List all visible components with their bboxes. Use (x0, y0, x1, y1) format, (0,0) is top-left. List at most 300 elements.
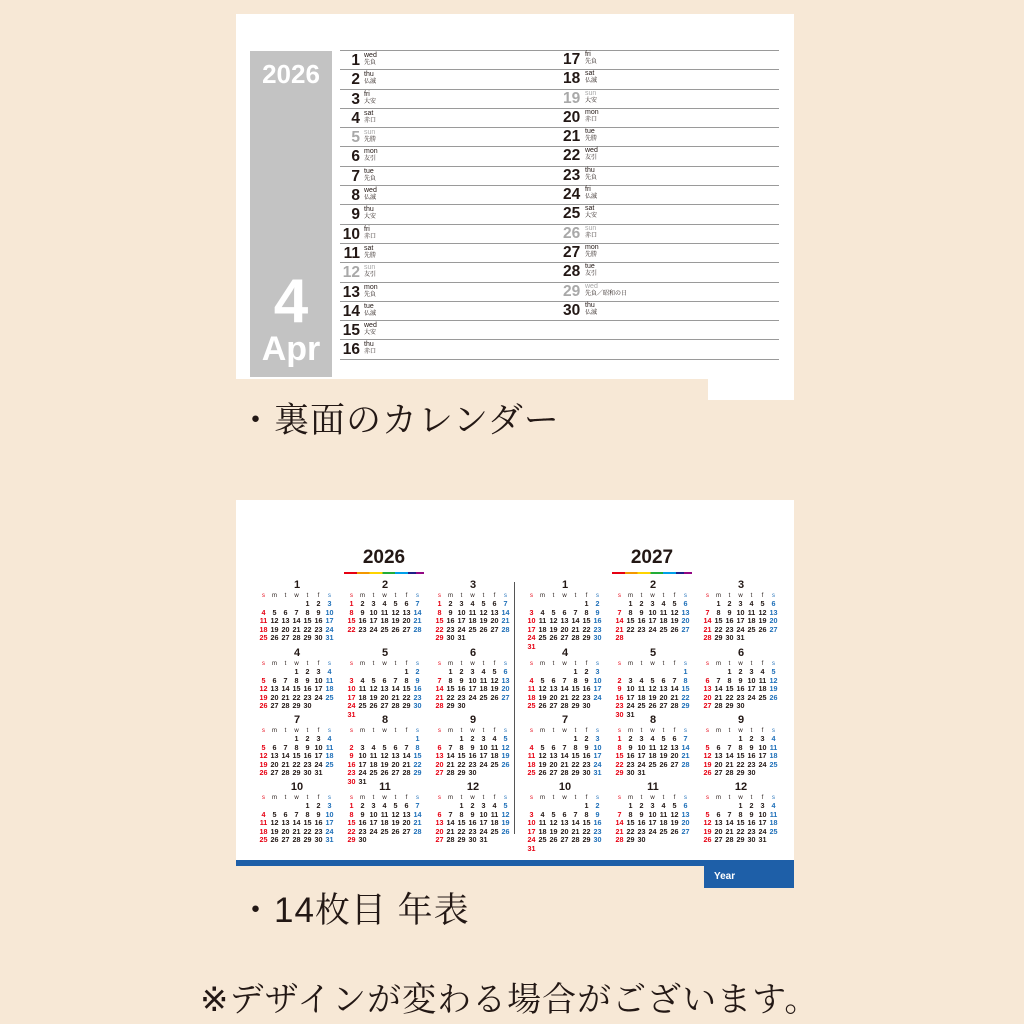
mini-day: 11 (538, 616, 547, 625)
mini-day: 2 (316, 801, 321, 810)
mini-day: 5 (382, 742, 387, 752)
weekday-header: m (716, 795, 721, 801)
mini-day: 24 (369, 826, 378, 836)
back-calendar-card (236, 14, 794, 400)
mini-day: 15 (303, 818, 312, 827)
mini-day: 11 (747, 607, 756, 617)
mini-day: 27 (560, 633, 569, 642)
mini-day: 20 (490, 616, 499, 625)
mini-day: 22 (582, 826, 591, 836)
weekday-header: s (596, 593, 599, 599)
mini-day: 18 (490, 751, 499, 760)
mini-day: 23 (358, 624, 367, 634)
mini-day: 22 (292, 759, 301, 769)
weekday-header: s (530, 728, 533, 734)
mini-month-grid (526, 660, 604, 711)
mini-day: 25 (490, 826, 499, 836)
mini-month-title: 3 (469, 579, 477, 591)
weekday-header: t (284, 661, 287, 667)
mini-day: 4 (470, 599, 475, 608)
mini-day: 14 (571, 818, 580, 827)
weekday-header: s (684, 728, 687, 734)
day-rokuyo: 仏滅 (585, 194, 598, 201)
day-weekday: fri (585, 51, 591, 58)
weekday-header: s (350, 795, 353, 801)
weekday-header: s (684, 661, 687, 667)
mini-day: 16 (593, 818, 602, 827)
mini-day: 27 (402, 826, 411, 836)
mini-day: 13 (549, 684, 558, 693)
mini-day: 20 (703, 692, 712, 702)
mini-day: 6 (404, 599, 409, 608)
weekday-header: f (317, 593, 320, 599)
weekday-header: s (262, 728, 265, 734)
mini-day: 29 (435, 633, 444, 642)
mini-day: 25 (747, 624, 756, 634)
weekday-header: t (394, 728, 397, 734)
mini-day: 6 (683, 599, 688, 608)
mini-day: 8 (584, 607, 589, 617)
weekday-header: f (405, 661, 408, 667)
mini-day: 6 (705, 675, 710, 685)
weekday-header: s (706, 795, 709, 801)
weekday-header: s (504, 593, 507, 599)
mini-day: 24 (593, 692, 602, 702)
mini-day: 22 (347, 826, 356, 836)
mini-day: 2 (459, 667, 464, 676)
mini-day: 23 (468, 759, 477, 769)
mini-day: 15 (571, 751, 580, 760)
mini-day: 16 (736, 684, 745, 693)
mini-day: 19 (648, 692, 657, 702)
mini-day: 26 (538, 701, 547, 710)
mini-month-title: 10 (290, 781, 304, 793)
mini-day: 25 (538, 633, 547, 642)
mini-day: 17 (527, 624, 536, 634)
mini-day: 12 (703, 818, 712, 827)
mini-day: 21 (391, 692, 400, 702)
mini-day: 17 (648, 616, 657, 625)
day-number: 25 (563, 205, 581, 223)
mini-day: 6 (661, 675, 666, 685)
mini-day: 30 (747, 768, 756, 777)
mini-day: 30 (347, 776, 356, 786)
mini-day: 26 (479, 624, 488, 634)
weekday-header: s (350, 593, 353, 599)
mini-day: 28 (725, 835, 734, 844)
mini-day: 30 (446, 633, 455, 642)
mini-day: 12 (703, 751, 712, 760)
day-weekday: sun (585, 89, 597, 97)
day-number: 21 (563, 128, 581, 146)
mini-day: 25 (769, 826, 778, 836)
weekday-header: f (673, 728, 676, 734)
mini-day: 24 (747, 692, 756, 702)
weekday-header: s (328, 795, 331, 801)
day-number: 7 (351, 167, 360, 185)
year-heading (607, 547, 697, 574)
weekday-header: w (470, 795, 475, 801)
day-weekday: mon (585, 243, 599, 251)
weekday-header: w (382, 728, 387, 734)
day-row (563, 224, 779, 243)
weekday-header: f (493, 795, 496, 801)
mini-day: 2 (349, 742, 354, 752)
mini-day: 5 (503, 734, 508, 743)
mini-day: 11 (358, 684, 367, 693)
mini-day: 30 (593, 633, 602, 642)
day-weekday: fri (364, 90, 370, 98)
mini-day: 3 (316, 734, 321, 743)
mini-day: 21 (725, 826, 734, 836)
weekday-header: t (574, 661, 577, 667)
mini-day: 27 (670, 759, 679, 769)
mini-month-title: 10 (558, 781, 572, 793)
mini-day: 13 (402, 809, 411, 819)
weekday-header: t (728, 593, 731, 599)
mini-day: 19 (670, 616, 679, 625)
day-weekday: tue (585, 263, 595, 271)
mini-day: 20 (549, 759, 558, 769)
mini-day: 22 (457, 826, 466, 836)
mini-day: 28 (402, 768, 411, 777)
mini-day: 22 (615, 759, 624, 769)
mini-day: 8 (305, 607, 310, 617)
mini-month (702, 715, 780, 778)
mini-day: 11 (479, 675, 488, 685)
mini-day: 12 (538, 751, 547, 760)
mini-day: 21 (615, 826, 624, 836)
weekday-header: s (416, 593, 419, 599)
mini-day: 28 (292, 633, 301, 642)
mini-day: 2 (727, 599, 732, 608)
weekday-header: s (772, 795, 775, 801)
mini-day: 27 (703, 701, 712, 710)
mini-day: 22 (303, 624, 312, 634)
mini-day: 24 (758, 826, 767, 836)
mini-month-grid (614, 794, 692, 845)
weekday-header: w (470, 593, 475, 599)
mini-day: 19 (259, 692, 268, 702)
mini-day: 19 (270, 624, 279, 634)
mini-month (702, 580, 780, 643)
mini-month (434, 648, 512, 711)
mini-day: 19 (479, 616, 488, 625)
mini-day: 18 (527, 759, 536, 769)
mini-day: 17 (648, 818, 657, 827)
mini-day: 6 (562, 809, 567, 819)
mini-day: 6 (503, 667, 508, 676)
mini-day: 24 (358, 768, 367, 777)
mini-day: 17 (747, 684, 756, 693)
mini-day: 28 (446, 768, 455, 777)
mini-day: 27 (490, 624, 499, 634)
row-divider (340, 359, 779, 360)
mini-day: 18 (648, 751, 657, 760)
mini-day: 8 (573, 742, 578, 752)
weekday-header: w (470, 728, 475, 734)
mini-month-title: 4 (561, 647, 569, 659)
weekday-header: w (294, 728, 299, 734)
weekday-header: s (618, 661, 621, 667)
mini-month (614, 580, 692, 643)
mini-day: 23 (747, 826, 756, 836)
mini-day: 20 (549, 692, 558, 702)
mini-day: 24 (758, 759, 767, 769)
weekday-header: t (306, 795, 309, 801)
mini-day: 14 (615, 616, 624, 625)
mini-day: 21 (501, 616, 510, 625)
mini-day: 1 (584, 599, 589, 608)
mini-day: 23 (446, 624, 455, 634)
mini-day: 14 (281, 684, 290, 693)
mini-day: 26 (769, 692, 778, 702)
day-rokuyo: 大安 (585, 97, 598, 104)
mini-day: 20 (560, 624, 569, 634)
weekday-header: f (493, 728, 496, 734)
mini-day: 13 (490, 607, 499, 617)
day-rokuyo: 先負 (364, 291, 377, 298)
mini-day: 3 (529, 809, 534, 819)
weekday-header: w (382, 661, 387, 667)
mini-day: 17 (758, 818, 767, 827)
mini-day: 4 (327, 667, 332, 676)
mini-day: 13 (703, 684, 712, 693)
mini-day: 1 (305, 801, 310, 810)
weekday-header: t (394, 795, 397, 801)
weekday-header: m (448, 593, 453, 599)
mini-day: 6 (437, 809, 442, 819)
mini-day: 26 (670, 826, 679, 836)
mini-day: 8 (294, 675, 299, 685)
mini-day: 27 (681, 624, 690, 634)
mini-day: 23 (358, 826, 367, 836)
mini-day: 11 (490, 809, 499, 819)
mini-day: 4 (771, 801, 776, 810)
weekday-header: t (372, 728, 375, 734)
mini-day: 30 (582, 768, 591, 777)
mini-day: 23 (582, 692, 591, 702)
day-row (563, 204, 779, 223)
mini-day: 4 (540, 809, 545, 819)
mini-day: 19 (380, 759, 389, 769)
mini-day: 31 (593, 768, 602, 777)
weekday-header: t (640, 728, 643, 734)
mini-day: 8 (617, 742, 622, 752)
mini-day: 24 (648, 826, 657, 836)
mini-month-grid (434, 592, 512, 643)
mini-month-grid (614, 592, 692, 643)
day-row (563, 50, 779, 69)
day-weekday: thu (364, 71, 374, 79)
mini-day: 28 (714, 701, 723, 710)
mini-day: 5 (672, 801, 677, 810)
mini-day: 25 (769, 759, 778, 769)
mini-day: 6 (771, 599, 776, 608)
mini-day: 14 (292, 818, 301, 827)
weekday-header: m (360, 661, 365, 667)
mini-day: 10 (479, 809, 488, 819)
weekday-header: t (284, 593, 287, 599)
mini-day: 3 (749, 667, 754, 676)
day-rokuyo: 先勝 (364, 137, 377, 144)
mini-day: 5 (272, 607, 277, 617)
mini-day: 15 (736, 818, 745, 827)
mini-day: 20 (435, 826, 444, 836)
mini-day: 22 (435, 624, 444, 634)
mini-month-title: 6 (737, 647, 745, 659)
mini-day: 10 (369, 809, 378, 819)
weekday-header: t (552, 593, 555, 599)
day-number: 9 (351, 206, 360, 224)
mini-month (526, 715, 604, 778)
weekday-header: f (493, 593, 496, 599)
mini-day: 17 (593, 684, 602, 693)
mini-day: 21 (725, 759, 734, 769)
mini-day: 1 (459, 734, 464, 743)
day-weekday: wed (585, 147, 598, 155)
mini-day: 20 (560, 826, 569, 836)
mini-day: 7 (573, 809, 578, 819)
mini-day: 15 (413, 751, 422, 760)
mini-day: 26 (490, 692, 499, 702)
weekday-header: t (482, 661, 485, 667)
weekday-header: t (750, 728, 753, 734)
mini-day: 14 (725, 818, 734, 827)
mini-day: 7 (294, 607, 299, 617)
day-rokuyo: 仏滅 (364, 195, 377, 202)
mini-day: 23 (468, 826, 477, 836)
weekday-header: w (562, 593, 567, 599)
weekday-header: w (738, 661, 743, 667)
mini-month-grid (614, 660, 692, 719)
mini-day: 6 (672, 734, 677, 743)
mini-day: 26 (648, 701, 657, 710)
mini-day: 25 (325, 692, 334, 702)
mini-month-title: 6 (469, 647, 477, 659)
mini-day: 18 (380, 616, 389, 625)
mini-day: 26 (670, 624, 679, 634)
mini-day: 7 (415, 599, 420, 608)
mini-day: 12 (659, 742, 668, 752)
day-list-right (563, 50, 779, 320)
mini-day: 27 (270, 768, 279, 777)
mini-day: 18 (468, 616, 477, 625)
day-weekday: tue (364, 302, 374, 310)
mini-day: 9 (727, 607, 732, 617)
mini-day: 20 (281, 624, 290, 634)
mini-day: 31 (637, 768, 646, 777)
mini-day: 19 (758, 616, 767, 625)
mini-day: 14 (714, 684, 723, 693)
mini-month (258, 580, 336, 643)
mini-day: 13 (681, 607, 690, 617)
mini-day: 21 (571, 624, 580, 634)
mini-day: 1 (738, 734, 743, 743)
mini-day: 2 (595, 801, 600, 810)
weekday-header: s (596, 661, 599, 667)
mini-day: 30 (725, 633, 734, 642)
mini-day: 28 (560, 768, 569, 777)
mini-day: 29 (457, 835, 466, 844)
mini-day: 15 (446, 684, 455, 693)
mini-day: 30 (468, 768, 477, 777)
weekday-header: t (306, 593, 309, 599)
mini-day: 2 (470, 801, 475, 810)
mini-day: 28 (413, 624, 422, 634)
mini-day: 8 (727, 675, 732, 685)
mini-day: 6 (404, 801, 409, 810)
mini-day: 31 (758, 835, 767, 844)
mini-day: 27 (714, 768, 723, 777)
mini-day: 30 (358, 835, 367, 844)
year-tab (704, 860, 794, 888)
mini-day: 19 (391, 818, 400, 827)
mini-day: 30 (626, 768, 635, 777)
mini-day: 14 (446, 818, 455, 827)
mini-day: 21 (446, 826, 455, 836)
weekday-header: t (574, 593, 577, 599)
mini-day: 6 (437, 742, 442, 752)
mini-day: 13 (681, 809, 690, 819)
mini-day: 20 (270, 759, 279, 769)
weekday-header: f (493, 661, 496, 667)
mini-day: 10 (648, 607, 657, 617)
day-rokuyo: 仏滅 (585, 78, 598, 85)
weekday-header: t (662, 593, 665, 599)
mini-month (434, 782, 512, 845)
mini-day: 22 (736, 759, 745, 769)
day-number: 14 (342, 302, 360, 320)
mini-day: 30 (457, 701, 466, 710)
mini-day: 7 (672, 675, 677, 685)
mini-day: 3 (628, 675, 633, 685)
weekday-header: t (306, 661, 309, 667)
mini-day: 3 (738, 599, 743, 608)
weekday-header: w (562, 795, 567, 801)
mini-day: 17 (527, 826, 536, 836)
weekday-header: s (618, 593, 621, 599)
mini-day: 19 (490, 684, 499, 693)
day-number: 15 (342, 322, 360, 340)
mini-day: 2 (470, 734, 475, 743)
mini-day: 1 (305, 599, 310, 608)
mini-day: 25 (648, 759, 657, 769)
mini-day: 3 (650, 801, 655, 810)
day-row (340, 339, 779, 358)
mini-day: 10 (527, 818, 536, 827)
day-rokuyo: 赤口 (364, 117, 377, 124)
mini-day: 29 (736, 835, 745, 844)
mini-month-grid (702, 592, 780, 643)
mini-day: 26 (501, 826, 510, 836)
mini-day: 2 (595, 599, 600, 608)
mini-day: 22 (725, 692, 734, 702)
mini-day: 16 (303, 684, 312, 693)
weekday-header: f (761, 593, 764, 599)
mini-day: 17 (325, 616, 334, 625)
mini-day: 10 (648, 809, 657, 819)
day-row (340, 320, 779, 339)
mini-month-title: 9 (469, 714, 477, 726)
day-number: 2 (351, 71, 360, 89)
mini-day: 10 (314, 675, 323, 685)
mini-day: 19 (259, 759, 268, 769)
mini-day: 5 (771, 667, 776, 676)
mini-day: 31 (347, 709, 356, 719)
mini-day: 4 (639, 675, 644, 685)
mini-month-title: 5 (649, 647, 657, 659)
